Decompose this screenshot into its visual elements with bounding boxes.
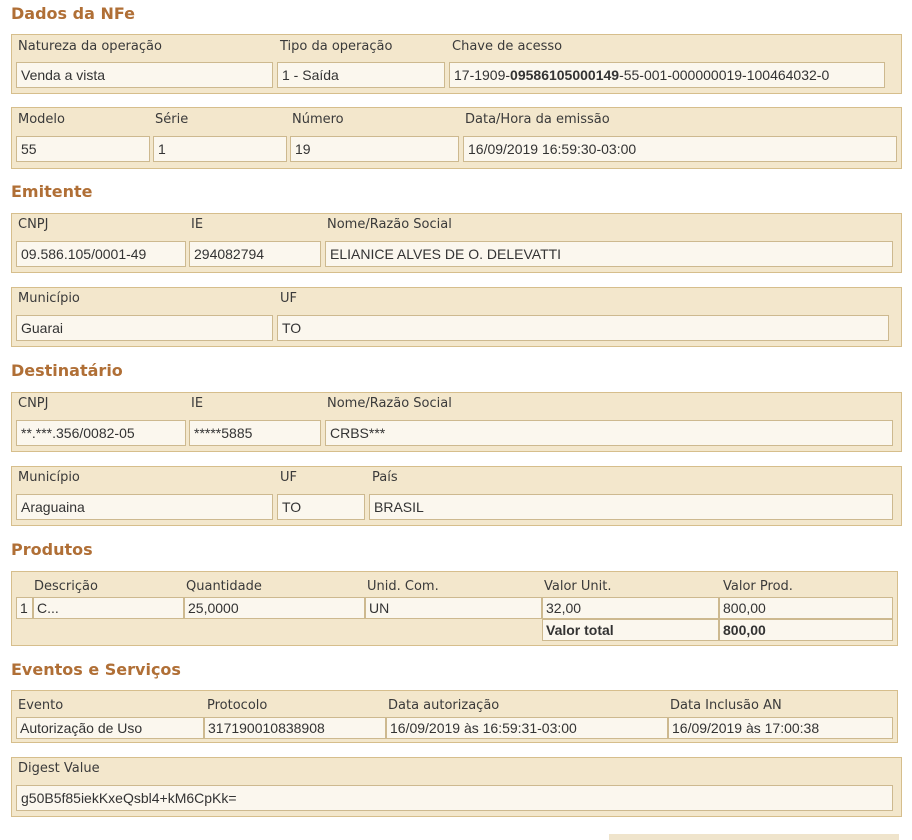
data-emissao-label: Data/Hora da emissão (465, 112, 610, 127)
produtos-col-descricao: Descrição (34, 579, 98, 594)
chave-cnpj-bold: 09586105000149 (510, 67, 620, 83)
eventos-panel (11, 690, 898, 743)
data-emissao-field[interactable]: 16/09/2019 16:59:30-03:00 (463, 136, 897, 162)
eventos-col-evento: Evento (18, 698, 64, 713)
produto-valor-prod: 800,00 (719, 597, 893, 619)
destinatario-nome-field[interactable]: CRBS*** (325, 420, 893, 446)
serie-label: Série (155, 112, 189, 127)
section-title-destinatario: Destinatário (11, 361, 123, 380)
produtos-col-valor-prod: Valor Prod. (723, 579, 793, 594)
valor-total-label: Valor total (542, 619, 719, 641)
modelo-field[interactable]: 55 (16, 136, 150, 162)
emitente-local-panel (11, 287, 902, 347)
produtos-col-quantidade: Quantidade (186, 579, 262, 594)
emitente-ie-label: IE (191, 217, 204, 232)
produtos-panel (11, 571, 898, 646)
produto-unidade: UN (365, 597, 542, 619)
emitente-nome-label: Nome/Razão Social (327, 217, 452, 232)
digest-panel (11, 757, 902, 817)
evento-protocolo: 317190010838908 (204, 717, 386, 739)
chave-field[interactable] (449, 62, 885, 88)
emitente-cnpj-label: CNPJ (18, 217, 49, 232)
destinatario-local-panel (11, 466, 902, 526)
destinatario-municipio-field[interactable]: Araguaina (16, 494, 273, 520)
destinatario-pais-field[interactable]: BRASIL (369, 494, 893, 520)
destinatario-id-panel (11, 392, 902, 452)
digest-field[interactable]: g50B5f85iekKxeQsbl4+kM6CpKk= (16, 785, 893, 811)
modelo-label: Modelo (18, 112, 65, 127)
emitente-uf-field[interactable]: TO (277, 315, 889, 341)
emitente-ie-field[interactable]: 294082794 (189, 241, 321, 267)
natureza-label: Natureza da operação (18, 39, 162, 54)
destinatario-ie-label: IE (191, 396, 204, 411)
tipo-field[interactable]: 1 - Saída (277, 62, 445, 88)
produto-valor-unit: 32,00 (542, 597, 719, 619)
destinatario-municipio-label: Município (18, 470, 80, 485)
serie-field[interactable]: 1 (153, 136, 287, 162)
produtos-col-valor-unit: Valor Unit. (544, 579, 612, 594)
destinatario-nome-label: Nome/Razão Social (327, 396, 452, 411)
eventos-col-data-autorizacao: Data autorização (388, 698, 500, 713)
destinatario-uf-field[interactable]: TO (277, 494, 365, 520)
destinatario-uf-label: UF (280, 470, 297, 485)
dados-operacao-panel (11, 34, 902, 94)
destinatario-cnpj-label: CNPJ (18, 396, 49, 411)
emitente-municipio-field[interactable]: Guarai (16, 315, 273, 341)
bottom-strip (609, 834, 899, 840)
produto-quantidade: 25,0000 (184, 597, 365, 619)
emitente-uf-label: UF (280, 291, 297, 306)
dados-numeracao-panel (11, 107, 902, 169)
valor-total-value: 800,00 (719, 619, 893, 641)
chave-label: Chave de acesso (452, 39, 563, 54)
chave-prefix: 17-1909- (454, 67, 511, 83)
numero-label: Número (292, 112, 344, 127)
section-title-emitente: Emitente (11, 182, 93, 201)
numero-field[interactable]: 19 (290, 136, 459, 162)
destinatario-pais-label: País (372, 470, 398, 485)
natureza-field[interactable]: Venda a vista (16, 62, 273, 88)
produto-descricao: C... (33, 597, 184, 619)
emitente-municipio-label: Município (18, 291, 80, 306)
evento-data-inclusao: 16/09/2019 às 17:00:38 (668, 717, 893, 739)
chave-suffix: -55-001-000000019-100464032-0 (619, 67, 830, 83)
eventos-col-data-inclusao: Data Inclusão AN (670, 698, 782, 713)
emitente-id-panel (11, 213, 902, 273)
produto-index: 1 (16, 597, 33, 619)
section-title-produtos: Produtos (11, 540, 93, 559)
eventos-col-protocolo: Protocolo (207, 698, 268, 713)
evento-data-autorizacao: 16/09/2019 às 16:59:31-03:00 (386, 717, 668, 739)
produtos-col-unidade: Unid. Com. (367, 579, 439, 594)
destinatario-ie-field[interactable]: *****5885 (189, 420, 321, 446)
evento-nome: Autorização de Uso (16, 717, 204, 739)
section-title-eventos: Eventos e Serviços (11, 660, 181, 679)
destinatario-cnpj-field[interactable]: **.***.356/0082-05 (16, 420, 186, 446)
digest-label: Digest Value (18, 761, 100, 776)
emitente-nome-field[interactable]: ELIANICE ALVES DE O. DELEVATTI (325, 241, 893, 267)
emitente-cnpj-field[interactable]: 09.586.105/0001-49 (16, 241, 186, 267)
tipo-label: Tipo da operação (280, 39, 393, 54)
section-title-dados: Dados da NFe (11, 4, 135, 23)
